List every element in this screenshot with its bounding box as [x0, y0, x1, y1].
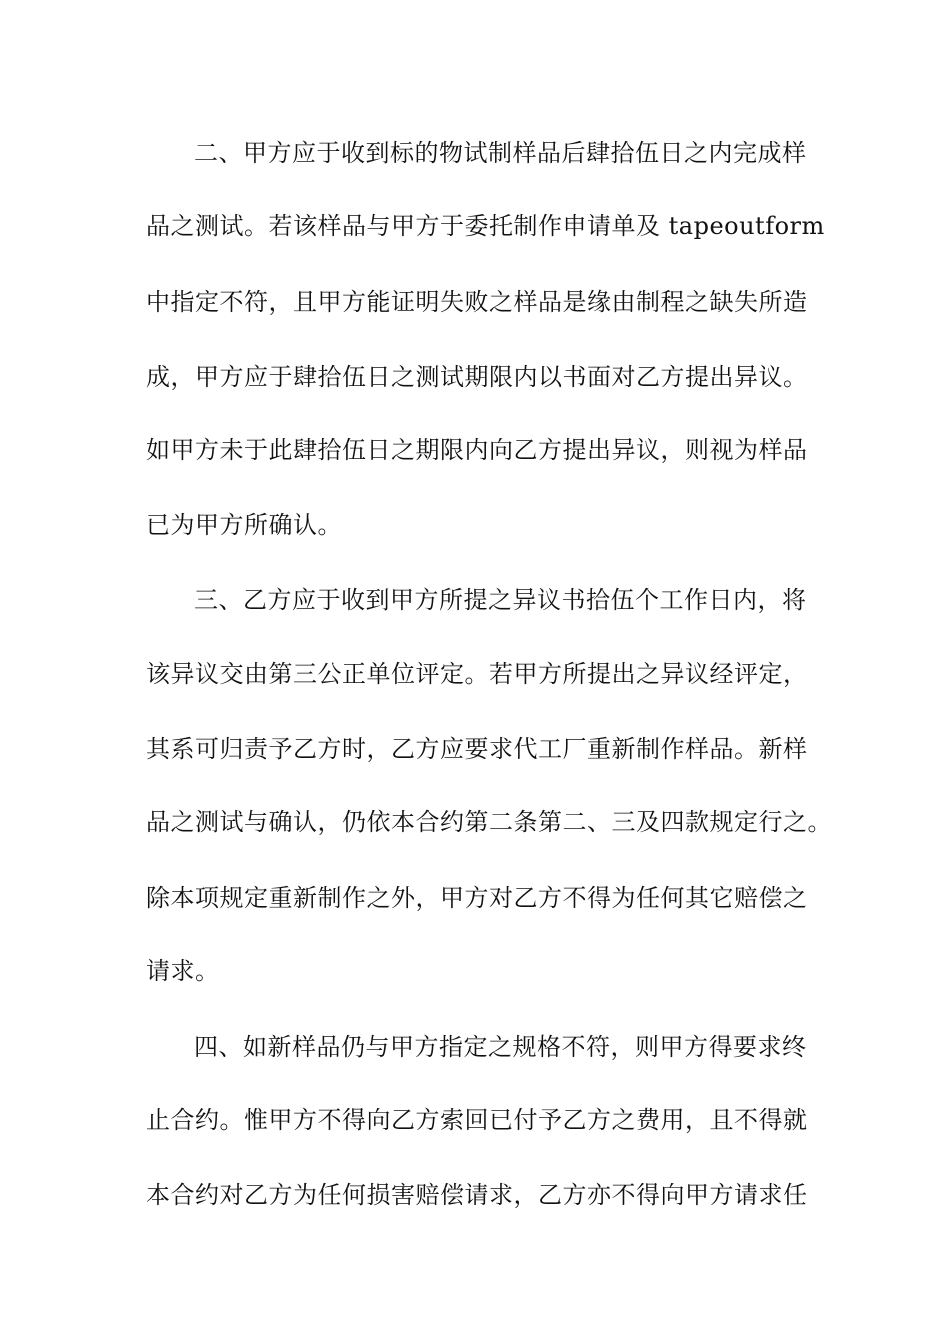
paragraph-2-line-4: 成，甲方应于肆拾伍日之测试期限内以书面对乙方提出异议。 — [146, 363, 808, 391]
paragraph-3-line-5: 除本项规定重新制作之外，甲方对乙方不得为任何其它赔偿之 — [146, 884, 808, 912]
paragraph-3-line-3: 其系可归责予乙方时，乙方应要求代工厂重新制作样品。新样 — [146, 735, 808, 763]
paragraph-3-line-2: 该异议交由第三公正单位评定。若甲方所提出之异议经评定， — [146, 660, 808, 688]
paragraph-2-line-3: 中指定不符，且甲方能证明失败之样品是缘由制程之缺失所造 — [146, 288, 808, 316]
paragraph-4-line-2: 止合约。惟甲方不得向乙方索回已付予乙方之费用，且不得就 — [146, 1106, 808, 1134]
paragraph-3-line-4: 品之测试与确认，仍依本合约第二条第二、三及四款规定行之。 — [146, 808, 832, 836]
paragraph-2-line-1: 二、甲方应于收到标的物试制样品后肆拾伍日之内完成样 — [194, 139, 807, 167]
paragraph-3-line-1: 三、乙方应于收到甲方所提之异议书拾伍个工作日内，将 — [194, 586, 807, 614]
paragraph-4-line-1: 四、如新样品仍与甲方指定之规格不符，则甲方得要求终 — [194, 1033, 807, 1061]
paragraph-2-line-5: 如甲方未于此肆拾伍日之期限内向乙方提出异议，则视为样品 — [146, 436, 808, 464]
paragraph-2-line-2: 品之测试。若该样品与甲方于委托制作申请单及 tapeoutform — [146, 212, 825, 240]
paragraph-4-line-3: 本合约对乙方为任何损害赔偿请求，乙方亦不得向甲方请求任 — [146, 1181, 808, 1209]
paragraph-3-line-6: 请求。 — [146, 957, 220, 985]
paragraph-2-line-6: 已为甲方所确认。 — [146, 511, 342, 539]
